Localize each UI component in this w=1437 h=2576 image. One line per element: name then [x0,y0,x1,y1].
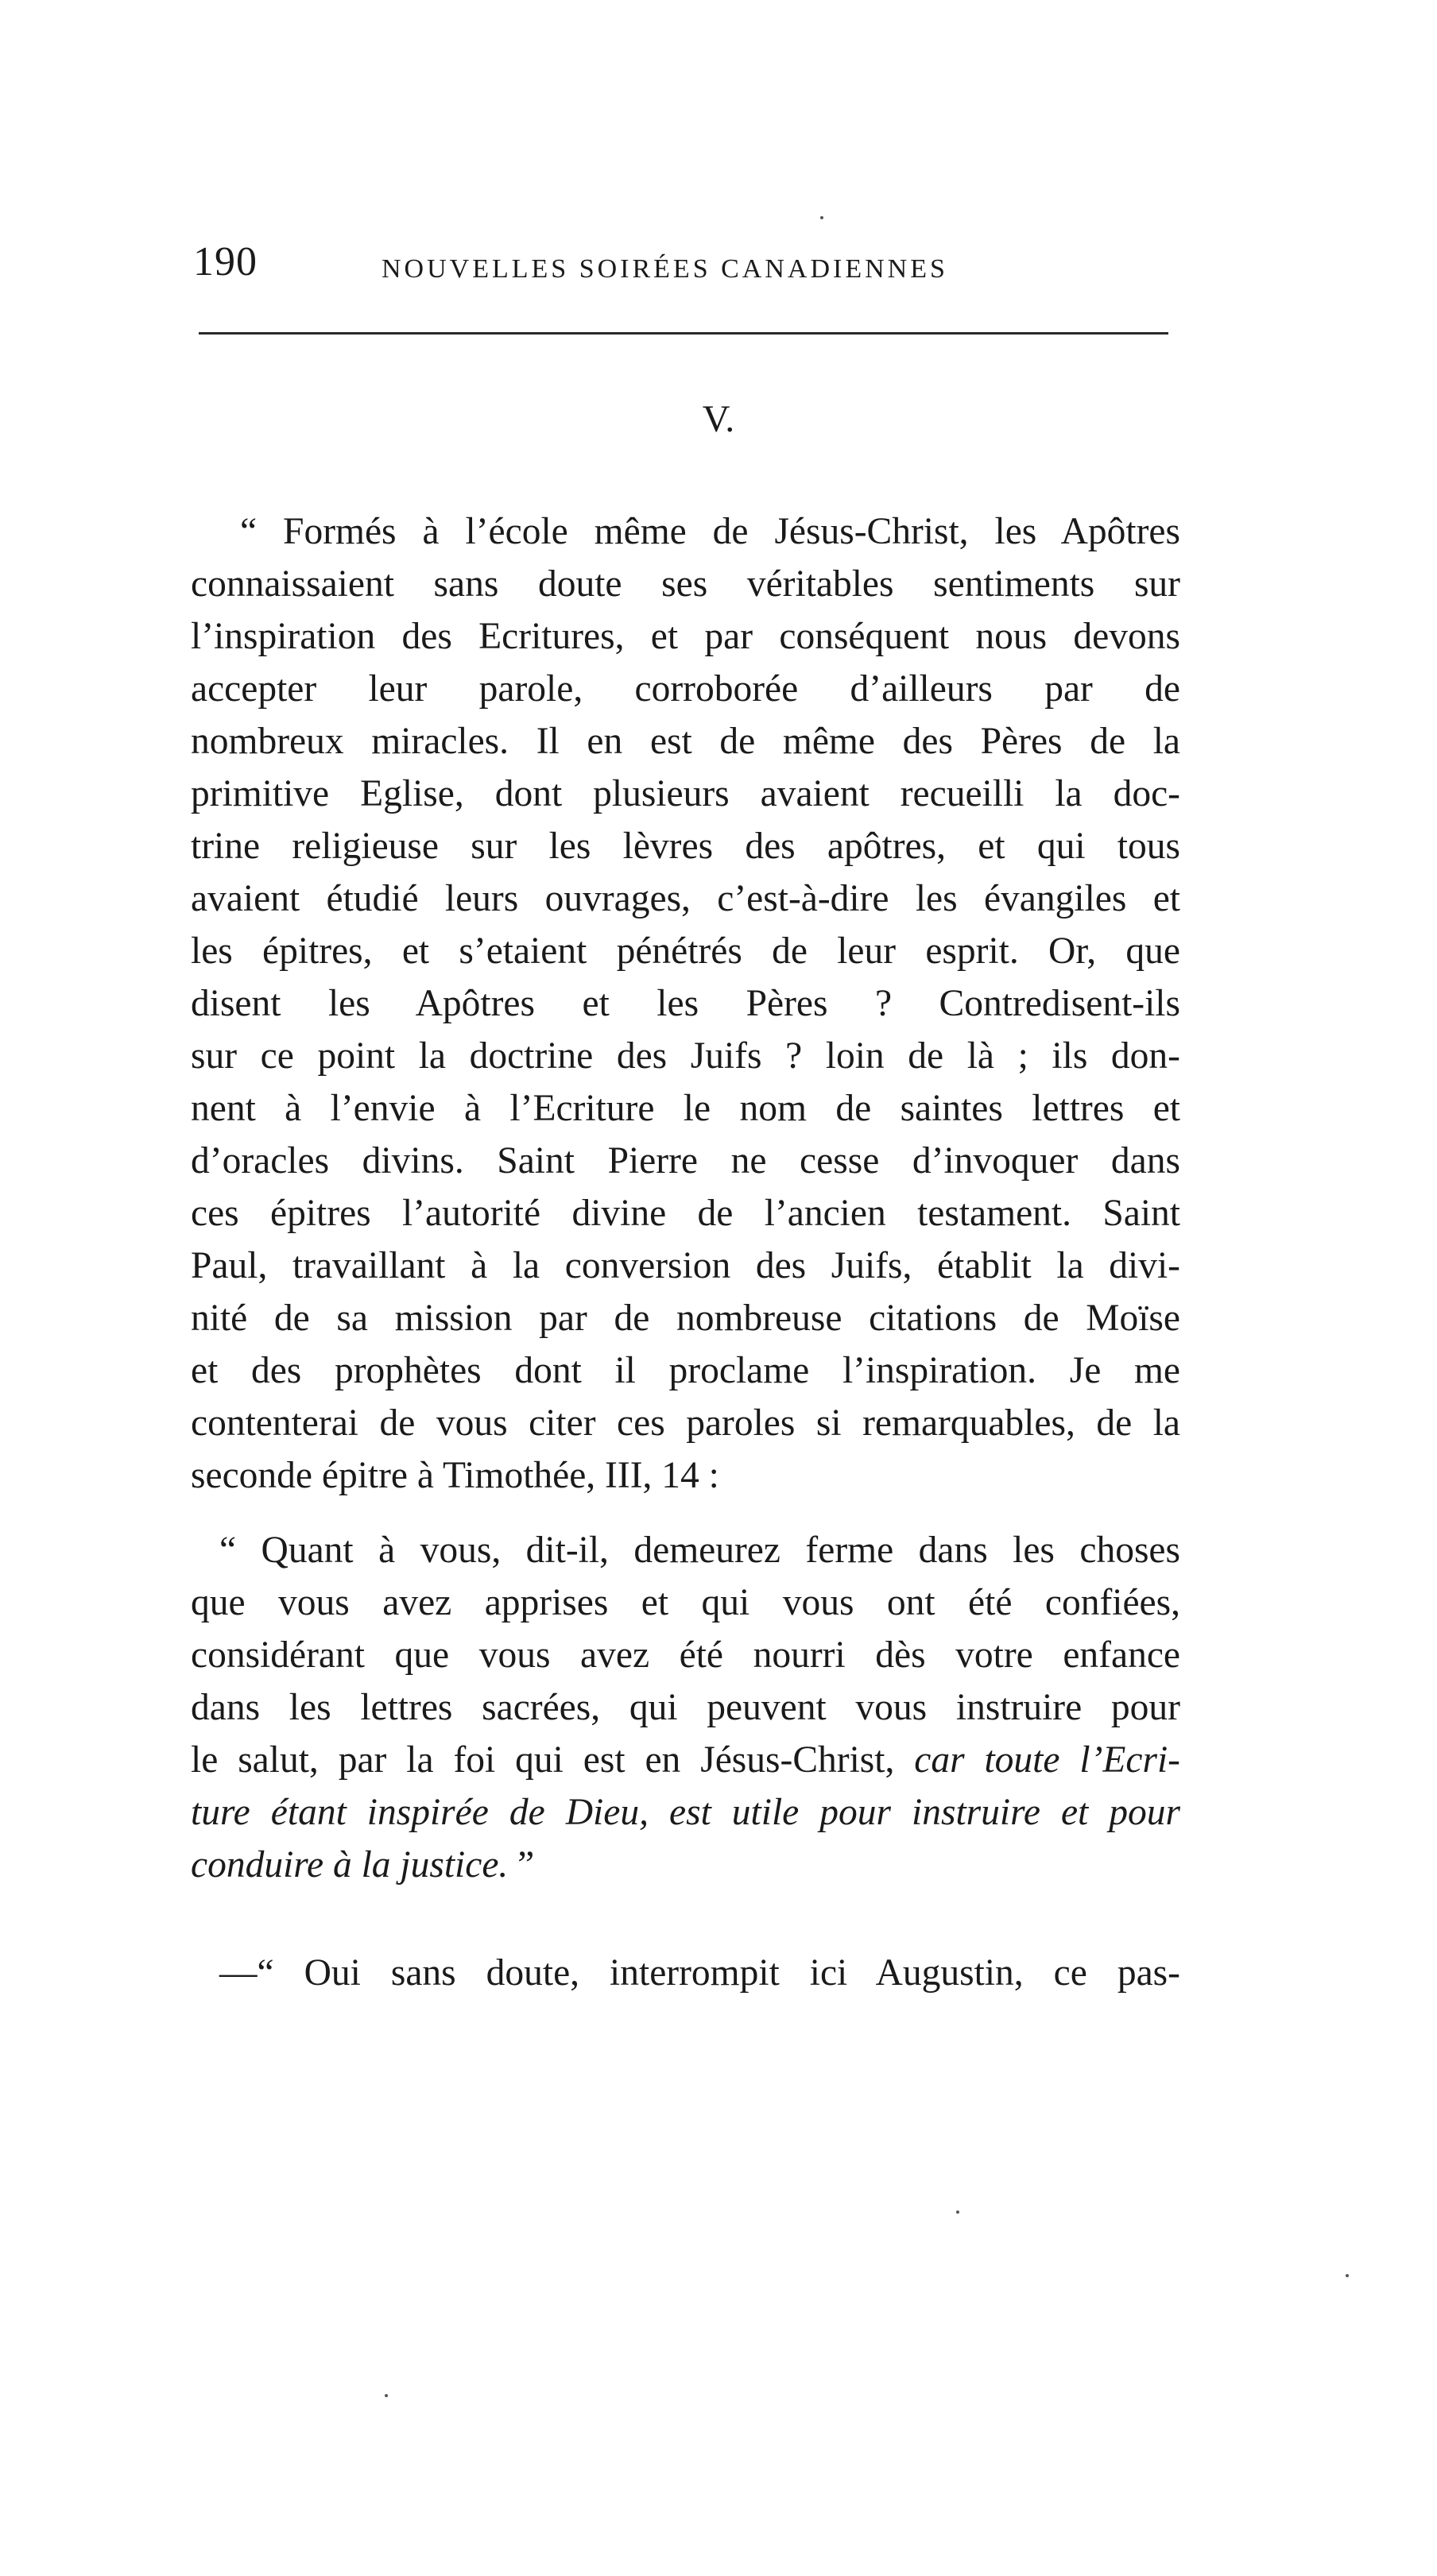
text-line: ces épitres l’autorité divine de l’ancien testament. Saint [191,1193,1180,1234]
text-line: primitive Eglise, dont plusieurs avaient recueilli la doc- [191,773,1180,814]
text-line: “ Formés à l’école même de Jésus-Christ, les Apôtres [240,511,1180,552]
header-rule [199,332,1168,335]
text-line: sur ce point la doctrine des Juifs ? loin de là ; ils don- [191,1035,1180,1077]
print-speck [956,2210,959,2214]
text-line: dans les lettres sacrées, qui peuvent vous instruire pour [191,1687,1180,1728]
text-line: nent à l’envie à l’Ecriture le nom de saintes lettres et [191,1088,1180,1129]
section-numeral: V. [702,398,735,440]
text-line: que vous avez apprises et qui vous ont été confiées, [191,1582,1180,1623]
text-line: seconde épitre à Timothée, III, 14 : [191,1455,719,1496]
print-speck [385,2394,388,2397]
text-line: contenterai de vous citer ces paroles si remarquables, de la [191,1402,1180,1444]
print-speck [820,216,823,219]
page-number: 190 [193,239,258,284]
text-line: d’oracles divins. Saint Pierre ne cesse d’invoquer dans [191,1140,1180,1182]
text-run: le salut, par la foi qui est en Jésus-Christ, [191,1739,895,1781]
paragraph-3 [191,1947,1180,1999]
text-line: Paul, travaillant à la conversion des Juifs, établit la divi- [191,1245,1180,1286]
italic-run: car toute l’Ecri- [914,1739,1180,1781]
text-line: —“ Oui sans doute, interrompit ici Augustin, ce pas- [219,1952,1180,1994]
text-line: trine religieuse sur les lèvres des apôtres, et qui tous [191,826,1180,867]
text-line: l’inspiration des Ecritures, et par conséquent nous devons [191,616,1180,657]
text-line: les épitres, et s’etaient pénétrés de leur esprit. Or, que [191,930,1180,972]
text-line: “ Quant à vous, dit-il, demeurez ferme dans les choses [219,1530,1180,1571]
text-line: avaient étudié leurs ouvrages, c’est-à-dire les évangiles et [191,878,1180,919]
closing-quote: ” [508,1844,535,1886]
text-line: nité de sa mission par de nombreuse citations de Moïse [191,1298,1180,1339]
text-line: ture étant inspirée de Dieu, est utile pour instruire et pour [191,1792,1180,1833]
paragraph-1 [191,505,1180,1502]
print-speck [1346,2274,1349,2277]
text-line [191,1734,1180,1786]
text-line: et des prophètes dont il proclame l’inspiration. Je me [191,1350,1180,1391]
text-line: accepter leur parole, corroborée d’ailleurs par de [191,668,1180,710]
running-head: NOUVELLES SOIRÉES CANADIENNES [382,254,948,284]
text-line: disent les Apôtres et les Pères ? Contredisent-ils [191,983,1180,1024]
paragraph-2-quotation [191,1524,1180,1891]
text-line [191,1839,1180,1891]
text-line: nombreux miracles. Il en est de même des Pères de la [191,721,1180,762]
text-line: connaissaient sans doute ses véritables sentiments sur [191,563,1180,605]
italic-run: conduire à la justice. [191,1844,509,1886]
text-line: considérant que vous avez été nourri dès votre enfance [191,1634,1180,1676]
